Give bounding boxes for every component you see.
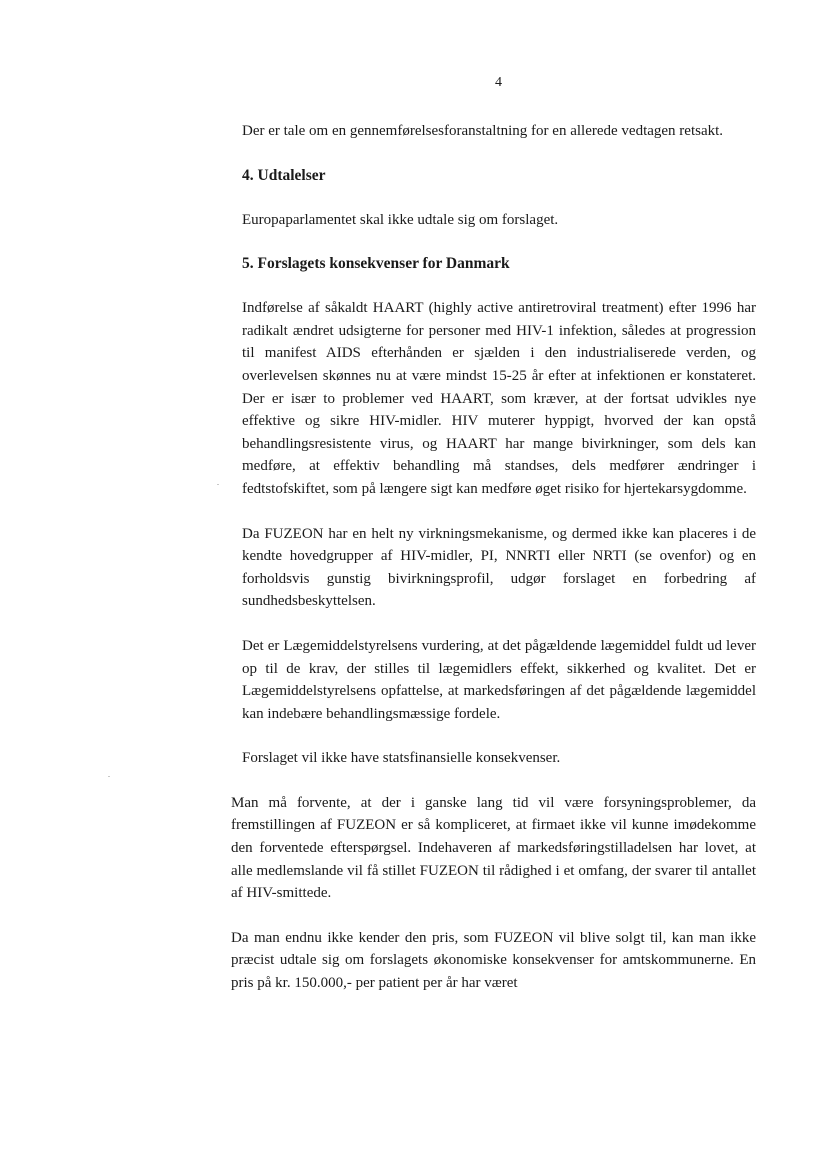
- statsfinansielle-paragraph: Forslaget vil ikke have statsfinansielle konsekvenser.: [242, 750, 561, 767]
- intro-paragraph: Der er tale om en gennemførelsesforanstaltning for en allerede vedtagen retsakt.: [242, 123, 724, 139]
- fuzeon-paragraph: Da FUZEON har en helt ny virkningsmekanisme, og dermed ikke kan placeres i de kendte hovedgrupper af HIV-midler, PI, NNRTI eller NRTI (se ovenfor) og en forholdsvis gunstig bivirkningsprofil, udgør forslaget en forbedring af sundhedsbeskyttelsen.: [242, 525, 756, 610]
- haart-paragraph: Indførelse af såkaldt HAART (highly active antiretroviral treatment) efter 1996 har radikalt ændret udsigterne for personer med HIV-1 infektion, således at progression til manifest AIDS efterhånden er sjælden i den industrialiserede verden, og overlevelsen skønnes nu at være mindst 15-25 år efter at infektionen er konstateret. Der er især to problemer ved HAART, som kræver, at der fortsat udvikles nye effektive og sikre HIV-midler. HIV muterer hyppigt, hvorved der kan opstå behandlingsresistente virus, og HAART har mange bivirkninger, som dels kan medføre, at effektiv behandling må standses, dels medfører ændringer i fedtstofskiftet, som på længere sigt kan medføre øget risiko for hjertekarsygdomme.: [242, 300, 756, 497]
- scan-speck: [217, 484, 219, 485]
- scan-speck: [108, 776, 110, 777]
- vurdering-paragraph: Det er Lægemiddelstyrelsens vurdering, at det pågældende lægemiddel fuldt ud lever op til de krav, der stilles til lægemidlers effekt, sikkerhed og kvalitet. Det er Lægemiddelstyrelsens opfattelse, at markedsføringen af det pågældende lægemiddel kan indebære behandlingsmæssige fordele.: [242, 637, 756, 722]
- pris-paragraph: Da man endnu ikke kender den pris, som FUZEON vil blive solgt til, kan man ikke præcist udtale sig om forslagets økonomiske konsekvenser for amtskommunerne. En pris på kr. 150.000,- per patient per år har været: [231, 929, 756, 992]
- section-heading-5: 5. Forslagets konsekvenser for Danmark: [242, 255, 510, 273]
- page-number: 4: [495, 75, 502, 90]
- section-heading-4: 4. Udtalelser: [242, 166, 326, 184]
- forsyning-paragraph: Man må forvente, at der i ganske lang tid vil være forsyningsproblemer, da fremstillingen af FUZEON er så kompliceret, at firmaet ikke vil kunne imødekomme den forventede efterspørgsel. Indehaveren af markedsføringstilladelsen har lovet, at alle medlemslande vil få stillet FUZEON til rådighed i et omfang, der svarer til antallet af HIV-smittede.: [231, 794, 756, 902]
- udtalelser-paragraph: Europaparlamentet skal ikke udtale sig om forslaget.: [242, 211, 559, 228]
- document-body: [231, 120, 756, 1017]
